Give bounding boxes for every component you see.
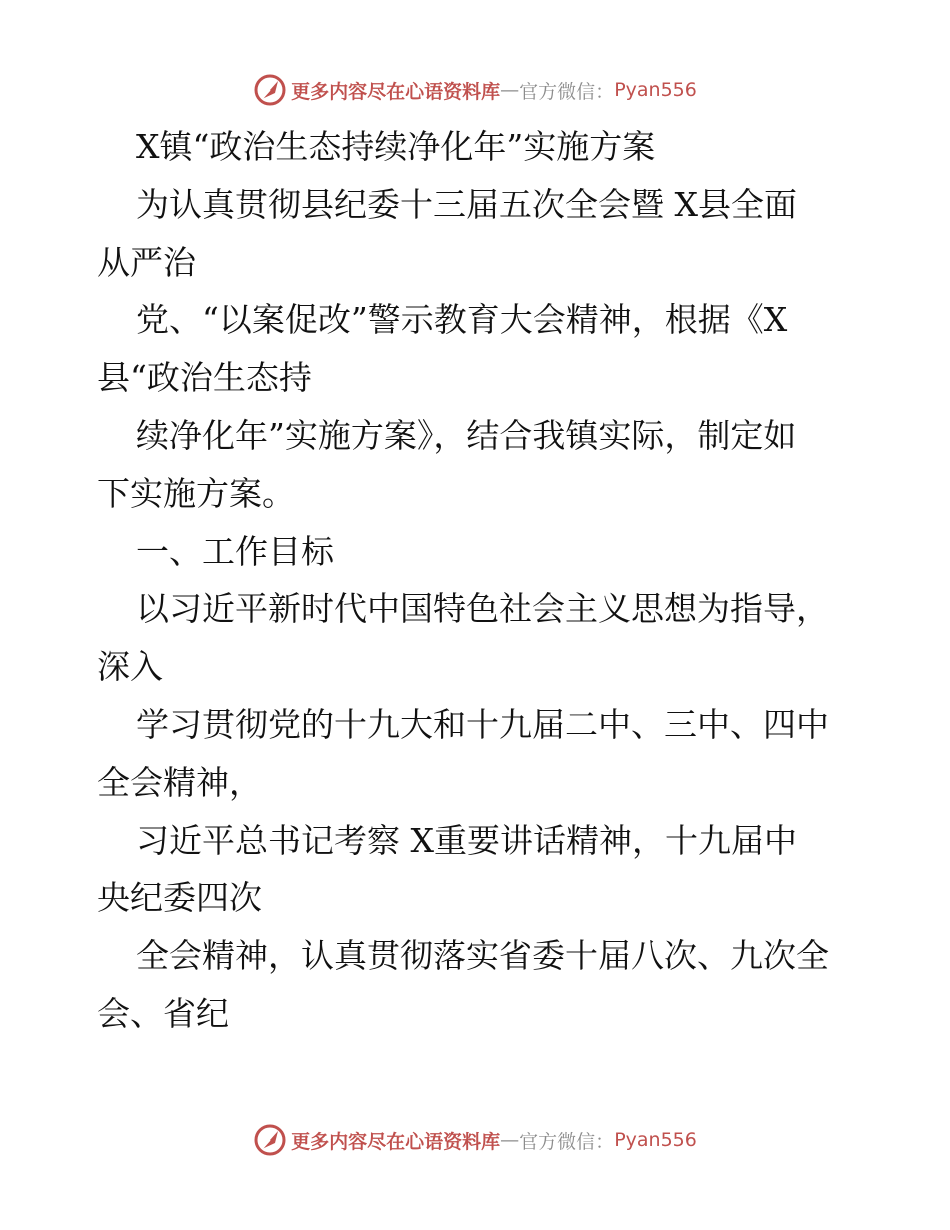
watermark-text: 更多内容尽在心语资料库 [291, 1130, 501, 1153]
text-line: 全会精神， [97, 762, 262, 802]
quill-logo-icon [253, 1123, 287, 1157]
text-line: 会、省纪 [97, 993, 229, 1033]
watermark-separator: — [500, 79, 520, 101]
text-line: 续净化年”实施方案》，结合我镇实际，制定如 [136, 415, 797, 455]
quill-logo-icon [253, 73, 287, 107]
text-line: 深入 [97, 647, 163, 687]
text-line: 全会精神，认真贯彻落实省委十届八次、九次全 [136, 936, 829, 976]
watermark-label: 官方微信： [519, 1130, 615, 1153]
text-line: 学习贯彻党的十九大和十九届二中、三中、四中 [136, 704, 829, 744]
watermark-separator: — [500, 1129, 520, 1151]
watermark-id: Pyan556 [614, 79, 697, 101]
watermark-label: 官方微信： [519, 80, 615, 103]
text-line: 为认真贯彻县纪委十三届五次全会暨 X县全面 [136, 184, 797, 224]
text-line: 从严治 [97, 242, 196, 282]
text-line: 习近平总书记考察 X重要讲话精神，十九届中 [136, 820, 797, 860]
footer-watermark [0, 1120, 950, 1160]
text-line: 央纪委四次 [97, 878, 262, 918]
header-watermark [0, 70, 950, 110]
section-heading: 一、工作目标 [136, 531, 334, 571]
text-line: 以习近平新时代中国特色社会主义思想为指导， [136, 589, 829, 629]
document-body [97, 118, 857, 1043]
text-line: 党、“以案促改”警示教育大会精神，根据《X [136, 300, 788, 340]
document-title: X镇“政治生态持续净化年”实施方案 [136, 127, 656, 166]
text-line: 县“政治生态持 [97, 358, 312, 398]
watermark-id: Pyan556 [614, 1129, 697, 1151]
watermark-text: 更多内容尽在心语资料库 [291, 80, 501, 103]
text-line: 下实施方案。 [97, 473, 295, 513]
